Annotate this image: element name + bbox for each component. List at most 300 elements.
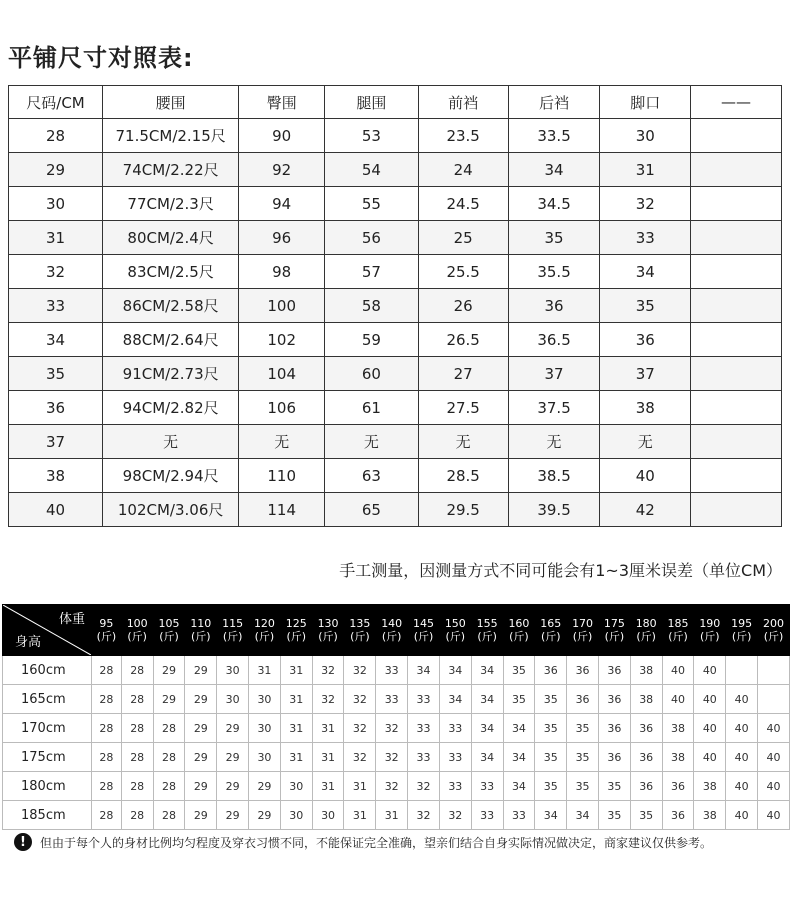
weight-value: 130 [317,617,339,630]
size-cell: 63 [325,459,419,493]
size-recommendation-cell: 36 [535,656,567,685]
weight-unit: (斤) [731,630,752,643]
size-recommendation-cell: 40 [726,801,758,830]
size-cell: 32 [600,187,691,221]
weight-value: 170 [572,617,594,630]
weight-unit: (斤) [381,630,402,643]
size-recommendation-cell: 38 [694,772,726,801]
size-cell: 110 [239,459,325,493]
size-recommendation-cell: 29 [153,685,185,714]
size-cell: 92 [239,153,325,187]
size-cell: 35 [508,221,600,255]
size-recommendation-cell: 35 [535,714,567,743]
size-row [9,289,782,323]
size-recommendation-cell: 35 [503,656,535,685]
size-cell: 23.5 [418,119,508,153]
size-row [9,187,782,221]
size-recommendation-cell: 34 [471,714,503,743]
weight-unit: (斤) [445,630,466,643]
size-recommendation-cell: 31 [280,685,312,714]
size-cell: 42 [600,493,691,527]
size-recommendation-cell: 36 [598,714,630,743]
size-cell: 无 [508,425,600,459]
size-recommendation-cell: 40 [694,685,726,714]
size-cell: 32 [9,255,103,289]
size-cell: 无 [103,425,239,459]
height-label: 185cm [3,801,92,830]
size-cell: 60 [325,357,419,391]
disclaimer [14,833,712,851]
size-recommendation-cell: 29 [249,772,281,801]
size-recommendation-cell: 29 [249,801,281,830]
weight-header-cell [503,605,535,656]
size-recommendation-cell: 33 [439,743,471,772]
weight-height-table [2,604,790,830]
weight-header-cell [376,605,408,656]
size-recommendation-cell: 30 [280,801,312,830]
size-recommendation-cell: 31 [312,772,344,801]
size-recommendation-cell: 28 [121,772,153,801]
weight-value: 105 [158,617,180,630]
size-recommendation-cell: 40 [662,656,694,685]
size-cell [691,187,782,221]
size-recommendation-cell: 34 [439,656,471,685]
size-recommendation-cell: 29 [185,772,217,801]
size-header-cell: 腰围 [103,86,239,119]
size-recommendation-cell: 33 [503,801,535,830]
size-recommendation-cell: 29 [217,743,249,772]
size-recommendation-cell: 30 [249,685,281,714]
size-cell [691,391,782,425]
size-cell [691,459,782,493]
size-recommendation-cell: 31 [376,801,408,830]
weight-header-cell [312,605,344,656]
weight-header-cell [471,605,503,656]
size-recommendation-cell: 32 [344,714,376,743]
size-cell: 28 [9,119,103,153]
size-recommendation-cell: 30 [280,772,312,801]
size-recommendation-cell: 35 [567,714,599,743]
size-recommendation-cell: 38 [662,743,694,772]
height-row [3,714,790,743]
size-recommendation-cell: 34 [471,656,503,685]
size-recommendation-cell: 28 [92,772,122,801]
size-cell: 53 [325,119,419,153]
warning-icon: ! [14,833,32,851]
weight-value: 125 [285,617,307,630]
size-cell: 37 [600,357,691,391]
size-row [9,493,782,527]
size-recommendation-cell: 31 [312,714,344,743]
size-cell: 34 [9,323,103,357]
size-recommendation-cell: 32 [312,656,344,685]
size-cell: 35 [9,357,103,391]
size-cell: 65 [325,493,419,527]
size-cell: 33.5 [508,119,600,153]
weight-value: 100 [126,617,148,630]
weight-header-cell [344,605,376,656]
size-recommendation-cell: 28 [121,685,153,714]
size-cell: 34.5 [508,187,600,221]
size-cell: 102CM/3.06尺 [103,493,239,527]
size-recommendation-cell: 30 [217,656,249,685]
size-recommendation-cell: 35 [503,685,535,714]
size-cell: 38 [9,459,103,493]
size-recommendation-cell: 30 [249,743,281,772]
size-cell: 94CM/2.82尺 [103,391,239,425]
weight-value: 135 [349,617,371,630]
page-title: 平铺尺寸对照表: [8,44,194,72]
measurement-note: 手工测量，因测量方式不同可能会有1~3厘米误差（单位CM） [339,561,782,580]
size-recommendation-cell: 32 [344,685,376,714]
weight-header-cell [694,605,726,656]
size-recommendation-cell: 29 [185,685,217,714]
size-recommendation-cell: 33 [439,772,471,801]
size-cell [691,493,782,527]
size-row [9,153,782,187]
size-cell: 38.5 [508,459,600,493]
size-cell [691,221,782,255]
size-recommendation-cell: 40 [758,801,790,830]
size-recommendation-cell: 34 [535,801,567,830]
height-row [3,801,790,830]
size-cell: 74CM/2.22尺 [103,153,239,187]
size-cell: 36 [9,391,103,425]
size-recommendation-cell: 32 [376,743,408,772]
size-recommendation-cell: 36 [662,801,694,830]
size-recommendation-cell: 28 [92,743,122,772]
size-cell: 无 [239,425,325,459]
size-recommendation-cell: 32 [376,772,408,801]
size-cell: 33 [9,289,103,323]
size-cell: 31 [600,153,691,187]
weight-value: 195 [731,617,753,630]
size-recommendation-cell: 38 [630,656,662,685]
size-cell: 86CM/2.58尺 [103,289,239,323]
weight-unit: (斤) [763,630,784,643]
size-recommendation-cell: 31 [344,801,376,830]
weight-value: 185 [667,617,689,630]
size-recommendation-cell: 32 [312,685,344,714]
size-recommendation-cell: 32 [439,801,471,830]
weight-value: 175 [603,617,625,630]
size-cell: 无 [325,425,419,459]
size-cell: 80CM/2.4尺 [103,221,239,255]
weight-header-cell [535,605,567,656]
size-recommendation-cell: 32 [376,714,408,743]
weight-header-cell [249,605,281,656]
size-recommendation-cell: 40 [726,743,758,772]
size-header-cell: 后裆 [508,86,600,119]
size-row [9,425,782,459]
size-cell: 27.5 [418,391,508,425]
weight-value: 110 [190,617,212,630]
size-cell: 37 [508,357,600,391]
size-row [9,357,782,391]
weight-header-cell [598,605,630,656]
size-recommendation-cell: 32 [344,656,376,685]
size-recommendation-cell: 31 [249,656,281,685]
size-recommendation-cell: 35 [630,801,662,830]
size-recommendation-cell: 36 [567,685,599,714]
size-cell: 30 [9,187,103,221]
size-recommendation-cell: 28 [121,656,153,685]
weight-header-cell [408,605,440,656]
size-recommendation-cell: 29 [217,772,249,801]
weight-unit: (斤) [668,630,688,643]
size-cell: 55 [325,187,419,221]
size-recommendation-cell: 35 [535,743,567,772]
weight-header-cell [121,605,153,656]
size-cell: 94 [239,187,325,221]
size-row [9,323,782,357]
size-cell: 29.5 [418,493,508,527]
size-recommendation-cell: 31 [312,743,344,772]
size-recommendation-cell: 28 [121,743,153,772]
size-recommendation-cell: 28 [92,714,122,743]
weight-unit: (斤) [222,630,243,643]
size-cell: 40 [9,493,103,527]
size-recommendation-cell: 36 [630,714,662,743]
size-recommendation-cell [758,656,790,685]
weight-value: 140 [381,617,403,630]
size-cell: 98 [239,255,325,289]
size-cell: 36.5 [508,323,600,357]
size-header-cell: 臀围 [239,86,325,119]
size-recommendation-cell: 29 [185,801,217,830]
height-row [3,685,790,714]
size-cell: 100 [239,289,325,323]
size-recommendation-cell: 34 [471,743,503,772]
size-recommendation-cell: 29 [217,801,249,830]
weight-value: 160 [508,617,530,630]
size-cell [691,323,782,357]
size-recommendation-cell: 40 [726,685,758,714]
size-cell: 39.5 [508,493,600,527]
size-recommendation-cell: 34 [503,772,535,801]
size-recommendation-cell: 31 [280,714,312,743]
size-cell: 83CM/2.5尺 [103,255,239,289]
size-header-cell: 尺码/CM [9,86,103,119]
size-cell: 102 [239,323,325,357]
size-cell: 36 [600,323,691,357]
size-recommendation-cell: 35 [598,801,630,830]
size-cell: 40 [600,459,691,493]
weight-header-cell [630,605,662,656]
size-recommendation-cell: 31 [280,743,312,772]
size-row [9,391,782,425]
size-cell: 25 [418,221,508,255]
size-cell: 91CM/2.73尺 [103,357,239,391]
size-recommendation-cell: 29 [185,656,217,685]
size-recommendation-cell: 36 [630,743,662,772]
weight-value: 200 [763,617,785,630]
size-cell: 31 [9,221,103,255]
size-recommendation-cell: 40 [694,743,726,772]
size-cell: 25.5 [418,255,508,289]
size-cell: 90 [239,119,325,153]
size-recommendation-cell: 36 [567,656,599,685]
weight-header-cell [662,605,694,656]
size-cell [691,357,782,391]
size-recommendation-cell: 32 [408,772,440,801]
height-label: 160cm [3,656,92,685]
weight-value: 120 [253,617,275,630]
size-cell: 无 [418,425,508,459]
size-cell: 106 [239,391,325,425]
size-cell: 38 [600,391,691,425]
size-recommendation-cell: 28 [153,714,185,743]
size-recommendation-cell: 30 [312,801,344,830]
size-cell [691,289,782,323]
size-header-cell: 前裆 [418,86,508,119]
size-row [9,221,782,255]
weight-unit: (斤) [127,630,147,643]
weight-value: 190 [699,617,721,630]
size-recommendation-cell: 33 [471,801,503,830]
size-recommendation-cell: 40 [758,772,790,801]
weight-unit: (斤) [572,630,593,643]
size-cell: 61 [325,391,419,425]
size-recommendation-cell: 32 [408,801,440,830]
weight-value: 155 [476,617,498,630]
weight-unit: (斤) [540,630,561,643]
weight-unit: (斤) [254,630,275,643]
size-recommendation-cell: 33 [471,772,503,801]
weight-unit: (斤) [700,630,720,643]
size-recommendation-cell: 32 [344,743,376,772]
weight-value: 95 [99,617,114,630]
size-recommendation-cell: 31 [344,772,376,801]
size-recommendation-cell: 40 [662,685,694,714]
size-cell: 26.5 [418,323,508,357]
size-cell: 36 [508,289,600,323]
size-recommendation-cell: 34 [503,743,535,772]
size-header-cell: 脚口 [600,86,691,119]
size-recommendation-cell: 38 [694,801,726,830]
size-recommendation-cell: 29 [185,714,217,743]
size-cell: 35 [600,289,691,323]
size-recommendation-cell: 28 [92,801,122,830]
size-cell: 71.5CM/2.15尺 [103,119,239,153]
size-recommendation-cell: 34 [471,685,503,714]
size-cell: 59 [325,323,419,357]
size-recommendation-cell: 40 [726,714,758,743]
height-row [3,772,790,801]
size-recommendation-cell [726,656,758,685]
size-chart-table [8,85,782,527]
size-cell: 77CM/2.3尺 [103,187,239,221]
size-recommendation-cell: 28 [92,656,122,685]
size-recommendation-cell: 36 [630,772,662,801]
weight-value: 145 [413,617,434,630]
weight-value: 180 [635,617,657,630]
weight-unit: (斤) [636,630,656,643]
size-recommendation-cell: 28 [92,685,122,714]
size-recommendation-cell: 33 [439,714,471,743]
size-cell: 56 [325,221,419,255]
size-recommendation-cell: 35 [567,772,599,801]
corner-cell [3,605,92,656]
size-recommendation-cell: 33 [408,685,440,714]
size-recommendation-cell: 40 [726,772,758,801]
size-cell: 27 [418,357,508,391]
size-recommendation-cell: 33 [376,685,408,714]
size-recommendation-cell: 38 [630,685,662,714]
weight-unit: (斤) [286,630,307,643]
size-cell: 114 [239,493,325,527]
size-recommendation-cell: 34 [503,714,535,743]
size-cell [691,119,782,153]
height-label: 170cm [3,714,92,743]
size-cell [691,255,782,289]
corner-height-label: 身高 [15,635,42,650]
size-recommendation-cell [758,685,790,714]
height-label: 180cm [3,772,92,801]
size-header-cell: 腿围 [325,86,419,119]
size-recommendation-cell: 29 [153,656,185,685]
size-recommendation-cell: 33 [408,743,440,772]
weight-unit: (斤) [413,630,434,643]
size-header-cell: —— [691,86,782,119]
weight-unit: (斤) [604,630,625,643]
size-recommendation-cell: 30 [249,714,281,743]
size-recommendation-cell: 29 [185,743,217,772]
weight-unit: (斤) [96,630,117,643]
size-recommendation-cell: 35 [535,772,567,801]
size-recommendation-cell: 40 [758,743,790,772]
weight-header-cell [217,605,249,656]
size-recommendation-cell: 35 [535,685,567,714]
size-recommendation-cell: 28 [153,772,185,801]
size-recommendation-cell: 28 [153,743,185,772]
size-recommendation-cell: 33 [376,656,408,685]
size-recommendation-cell: 29 [217,714,249,743]
size-row [9,119,782,153]
size-cell: 96 [239,221,325,255]
size-recommendation-cell: 31 [280,656,312,685]
size-cell: 28.5 [418,459,508,493]
height-row [3,743,790,772]
weight-header-cell [758,605,790,656]
size-cell [691,425,782,459]
size-recommendation-cell: 34 [408,656,440,685]
size-row [9,459,782,493]
size-cell: 24 [418,153,508,187]
weight-value: 165 [540,617,562,630]
size-recommendation-cell: 28 [121,714,153,743]
size-cell: 30 [600,119,691,153]
size-table-header [9,86,782,119]
weight-header-cell [726,605,758,656]
size-cell: 24.5 [418,187,508,221]
size-recommendation-cell: 33 [408,714,440,743]
size-cell: 57 [325,255,419,289]
weight-header-cell [280,605,312,656]
size-cell: 34 [508,153,600,187]
weight-value: 115 [222,617,244,630]
size-recommendation-cell: 36 [598,685,630,714]
weight-unit: (斤) [477,630,497,643]
size-cell: 54 [325,153,419,187]
size-cell: 29 [9,153,103,187]
size-cell: 37.5 [508,391,600,425]
weight-header-row [3,605,790,656]
weight-value: 150 [444,617,466,630]
weight-header-cell [153,605,185,656]
size-cell: 88CM/2.64尺 [103,323,239,357]
size-recommendation-cell: 36 [598,656,630,685]
